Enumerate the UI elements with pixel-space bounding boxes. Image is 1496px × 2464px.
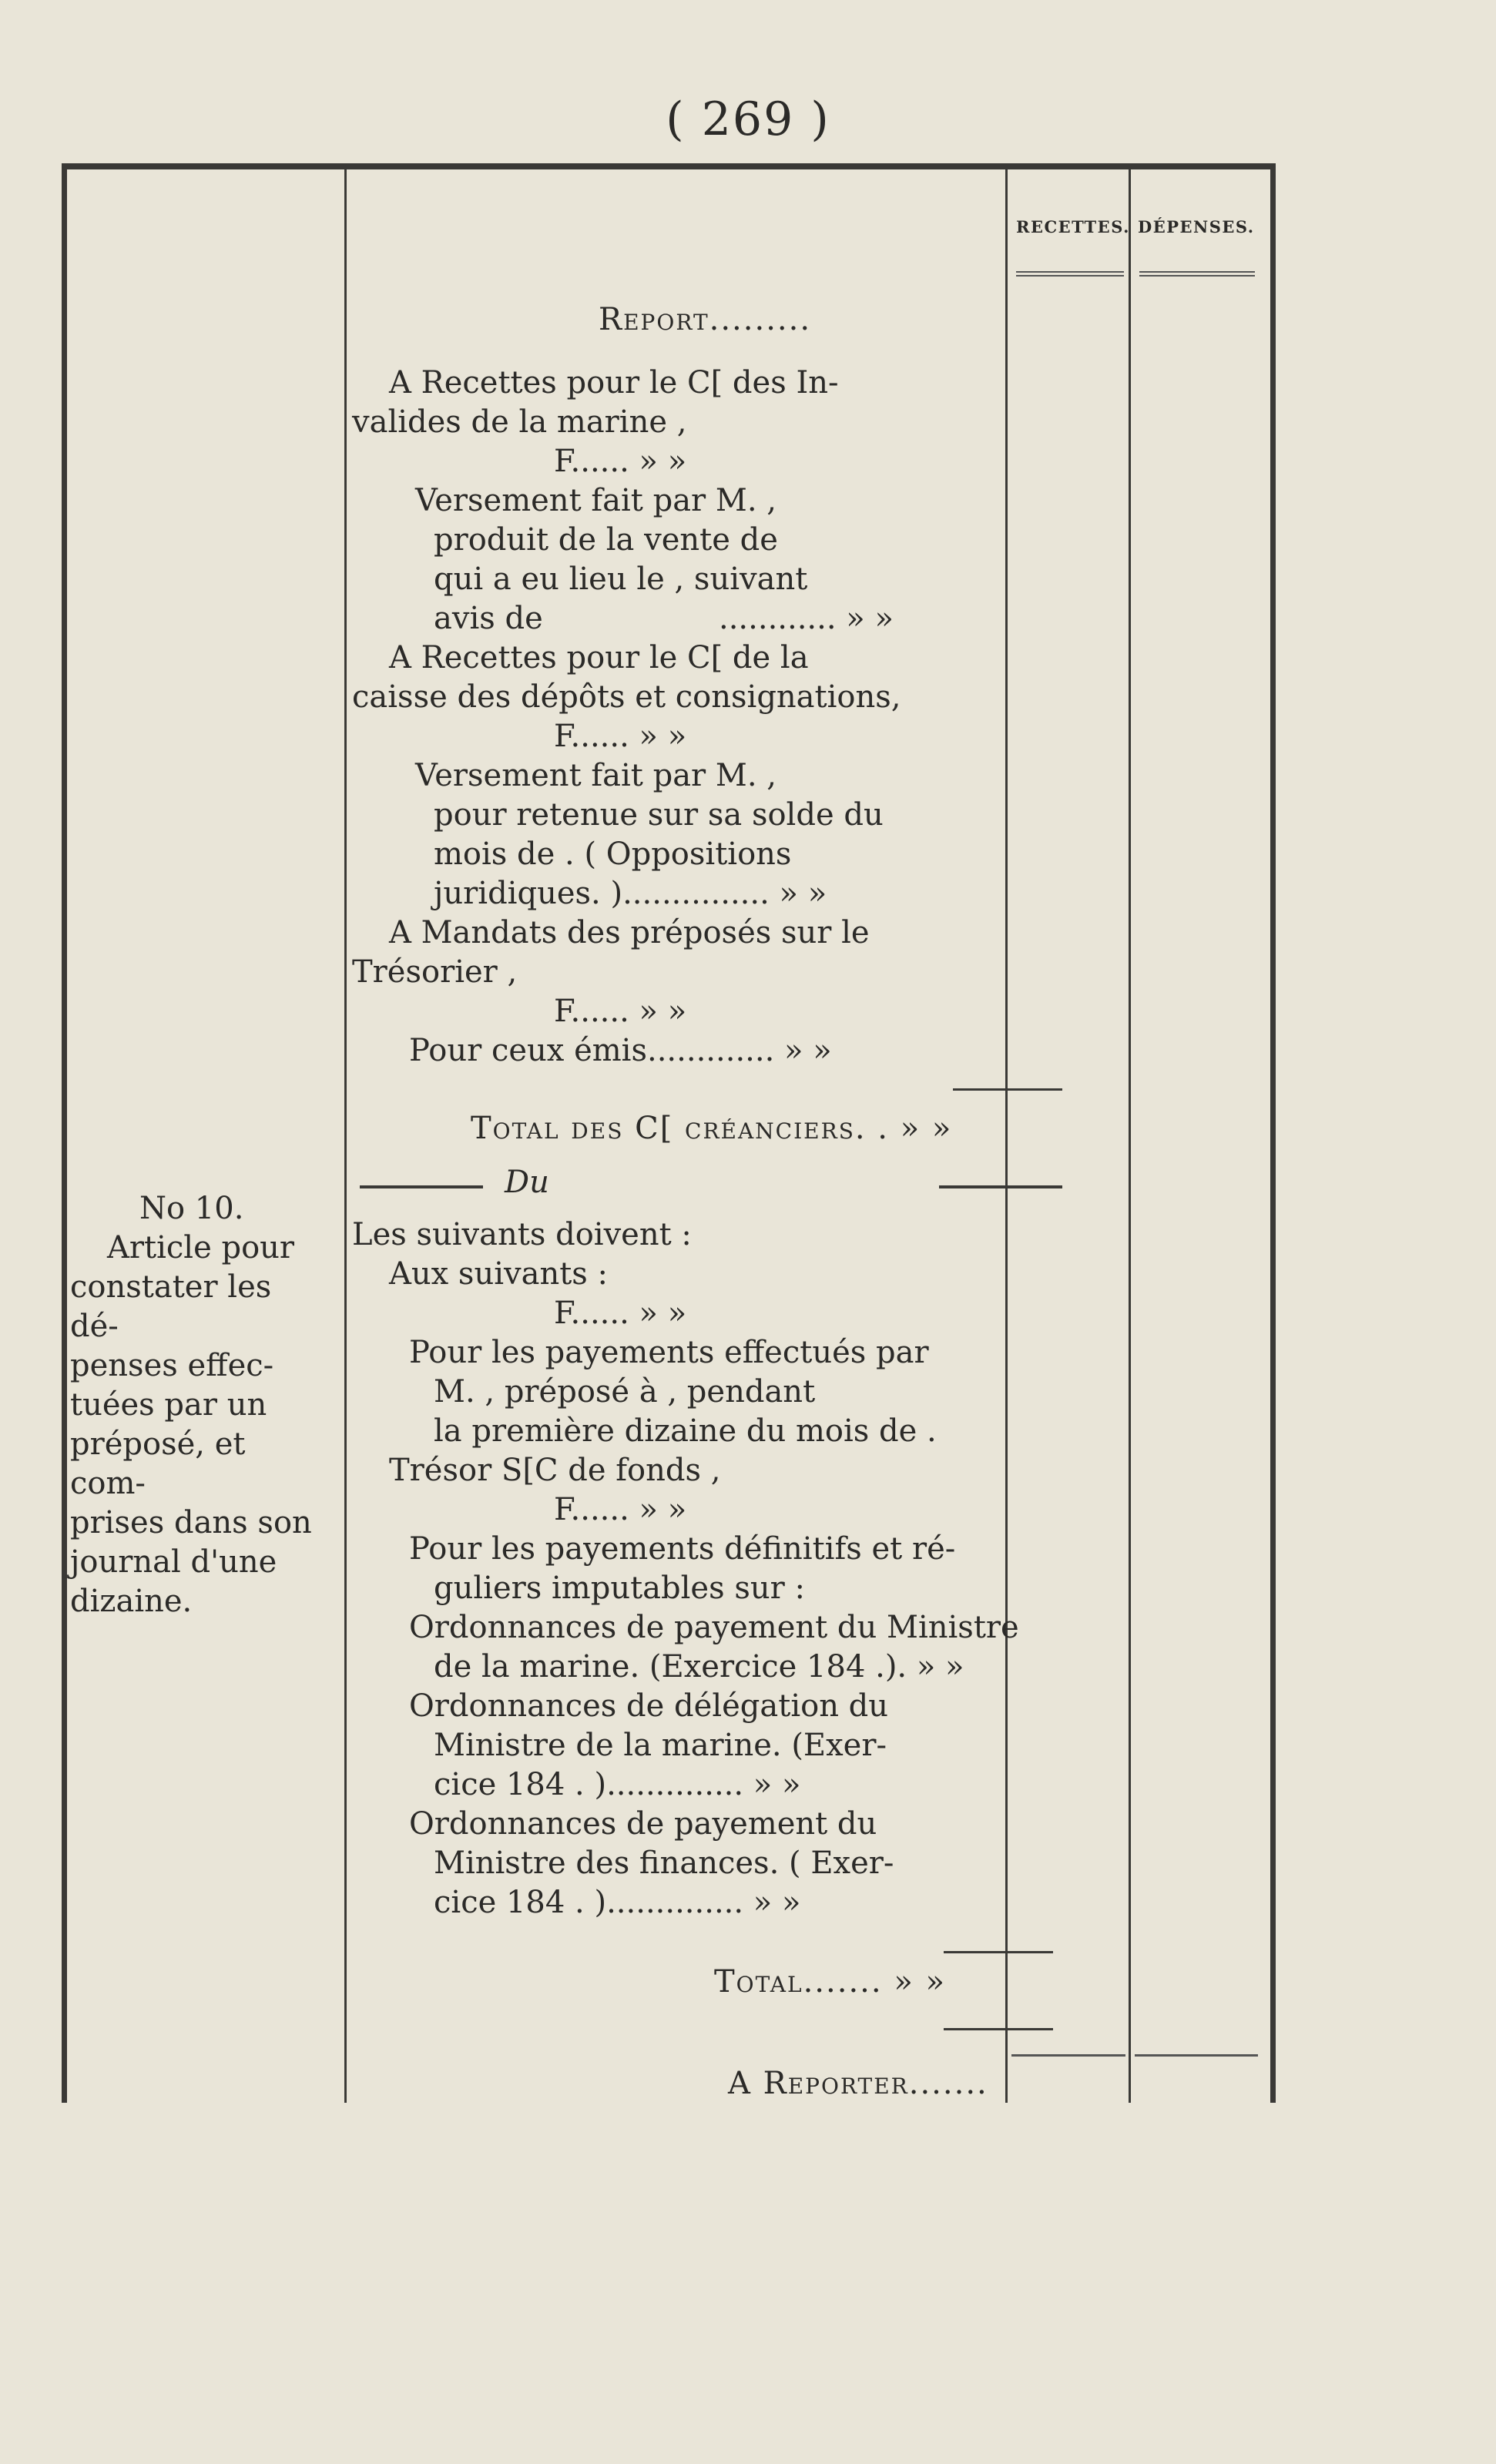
entry-line: Trésor S[C de fonds , (389, 1453, 721, 1488)
page-number: ( 269 ) (666, 92, 830, 146)
folio-line: F...... » » (554, 994, 687, 1029)
entry-line: la première dizaine du mois de . (434, 1413, 937, 1449)
margin-note-line: journal d'une (70, 1544, 277, 1580)
entry-line: A Mandats des préposés sur le (389, 915, 870, 950)
column-divider-text (1005, 169, 1008, 2103)
margin-note-line: dizaine. (70, 1584, 193, 1619)
entry-line: Pour les payements définitifs et ré- (409, 1531, 956, 1567)
entry-line: guliers imputables sur : (434, 1571, 805, 1606)
entry-line-leaders: ............ » » (719, 601, 894, 636)
entry-line: qui a eu lieu le , suivant (434, 562, 808, 597)
entry-line: Versement fait par M. , (415, 758, 777, 793)
entry-line: mois de . ( Oppositions (434, 836, 792, 872)
entry-line: Trésorier , (352, 954, 518, 990)
entry-line: A Recettes pour le C[ de la (389, 640, 809, 676)
folio-line: F...... » » (554, 1296, 687, 1331)
du-rule-left (360, 1185, 483, 1188)
margin-note-line: Article pour (107, 1230, 295, 1266)
total-rule-bottom (944, 2028, 1053, 2030)
entry-line: Ordonnances de payement du (409, 1806, 877, 1842)
entry-line: valides de la marine , (352, 404, 687, 440)
entry-line: Ordonnances de délégation du (409, 1688, 889, 1724)
entry-line: cice 184 . ).............. » » (434, 1767, 801, 1802)
entry-line: Ministre des finances. ( Exer- (434, 1845, 894, 1881)
margin-note-line: penses effec- (70, 1348, 274, 1383)
total: Total....... » » (714, 1964, 946, 2000)
folio-line: F...... » » (554, 1492, 687, 1527)
entry-line: Les suivants doivent : (352, 1217, 692, 1252)
total-creanciers: Total des C[ créanciers. . » » (471, 1111, 953, 1146)
header-rule-recettes (1016, 271, 1124, 277)
entry-line: Versement fait par M. , (415, 483, 777, 518)
header-recettes: RECETTES. (1016, 217, 1130, 236)
entry-line: de la marine. (Exercice 184 .). » » (434, 1649, 964, 1685)
bottom-rule-recettes (1011, 2054, 1125, 2057)
entry-line: M. , préposé à , pendant (434, 1374, 816, 1410)
bottom-rule-depenses (1135, 2054, 1258, 2057)
margin-note (70, 1189, 317, 1621)
entry-line: Pour ceux émis............. » » (409, 1033, 832, 1068)
column-divider-margin (344, 169, 347, 2103)
du-rule-right (939, 1185, 1062, 1188)
folio-line: F...... » » (554, 719, 687, 754)
entry-line: avis de (434, 601, 543, 636)
a-reporter: A Reporter....... (728, 2066, 988, 2101)
folio-line: F...... » » (554, 444, 687, 479)
entry-line: A Recettes pour le C[ des In- (389, 365, 839, 401)
entry-line: caisse des dépôts et consignations, (352, 679, 901, 715)
entry-line: produit de la vente de (434, 522, 778, 558)
entry-line: Ministre de la marine. (Exer- (434, 1728, 887, 1763)
header-depenses: DÉPENSES. (1138, 217, 1255, 236)
du-label: Du (505, 1165, 549, 1200)
margin-note-line: tuées par un (70, 1387, 267, 1423)
subtotal-rule (953, 1088, 1062, 1091)
report-heading: Report......... (599, 302, 812, 337)
entry-line: Pour les payements effectués par (409, 1335, 929, 1370)
entry-line: pour retenue sur sa solde du (434, 797, 884, 833)
entry-line: juridiques. )............... » » (434, 876, 827, 911)
entry-line: Aux suivants : (389, 1256, 609, 1292)
entry-line: Ordonnances de payement du Ministre (409, 1610, 1019, 1645)
ledger-frame (62, 163, 1276, 2103)
column-divider-amounts (1129, 169, 1131, 2103)
total-rule-top (944, 1951, 1053, 1953)
entry-line: cice 184 . ).............. » » (434, 1885, 801, 1920)
header-rule-depenses (1139, 271, 1255, 277)
margin-note-line: constater les dé- (70, 1269, 272, 1344)
margin-note-line: prises dans son (70, 1505, 312, 1540)
margin-note-line: préposé, et com- (70, 1426, 246, 1501)
margin-note-number: No 10. (139, 1191, 244, 1226)
